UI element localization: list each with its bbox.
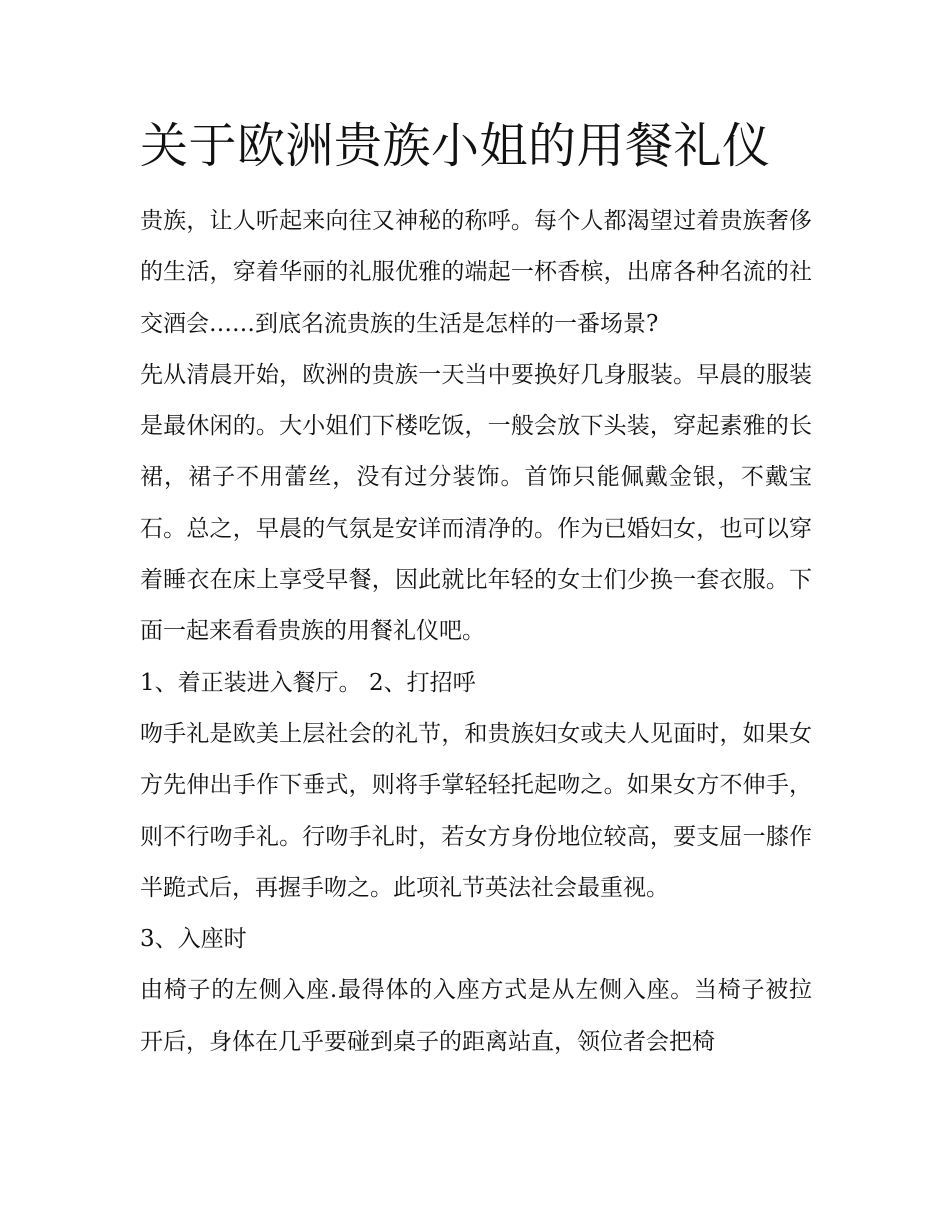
paragraph-seating: 由椅子的左侧入座.最得体的入座方式是从左侧入座。当椅子被拉开后，身体在几乎要碰到桌子的距离站直，领位者会把椅 <box>140 977 812 1055</box>
list-item-formal-dress-greeting: 1、着正装进入餐厅。 2、打招呼 <box>140 669 476 696</box>
paragraph-morning-attire: 先从清晨开始，欧洲的贵族一天当中要换好几身服装。早晨的服装是最休闲的。大小姐们下楼吃饭，一般会放下头装，穿起素雅的长裙，裙子不用蕾丝，没有过分装饰。首饰只能佩戴金银，不戴宝石。总之，早晨的气氛是安详而清净的。作为已婚妇女，也可以穿着睡衣在床上享受早餐，因此就比年轻的女士们少换一套衣服。下面一起来看看贵族的用餐礼仪吧。 <box>140 361 812 645</box>
paragraph-intro: 贵族，让人听起来向往又神秘的称呼。每个人都渴望过着贵族奢侈的生活，穿着华丽的礼服优雅的端起一杯香槟，出席各种名流的社交酒会……到底名流贵族的生活是怎样的一番场景? <box>140 208 812 337</box>
document-title: 关于欧洲贵族小姐的用餐礼仪 <box>140 118 771 174</box>
list-item-seating: 3、入座时 <box>140 926 247 953</box>
paragraph-hand-kiss: 吻手礼是欧美上层社会的礼节，和贵族妇女或夫人见面时，如果女方先伸出手作下垂式，则将手掌轻轻托起吻之。如果女方不伸手，则不行吻手礼。行吻手礼时，若女方身份地位较高，要支屈一膝作半跪式后，再握手吻之。此项礼节英法社会最重视。 <box>140 720 812 901</box>
document-body <box>140 196 812 1068</box>
